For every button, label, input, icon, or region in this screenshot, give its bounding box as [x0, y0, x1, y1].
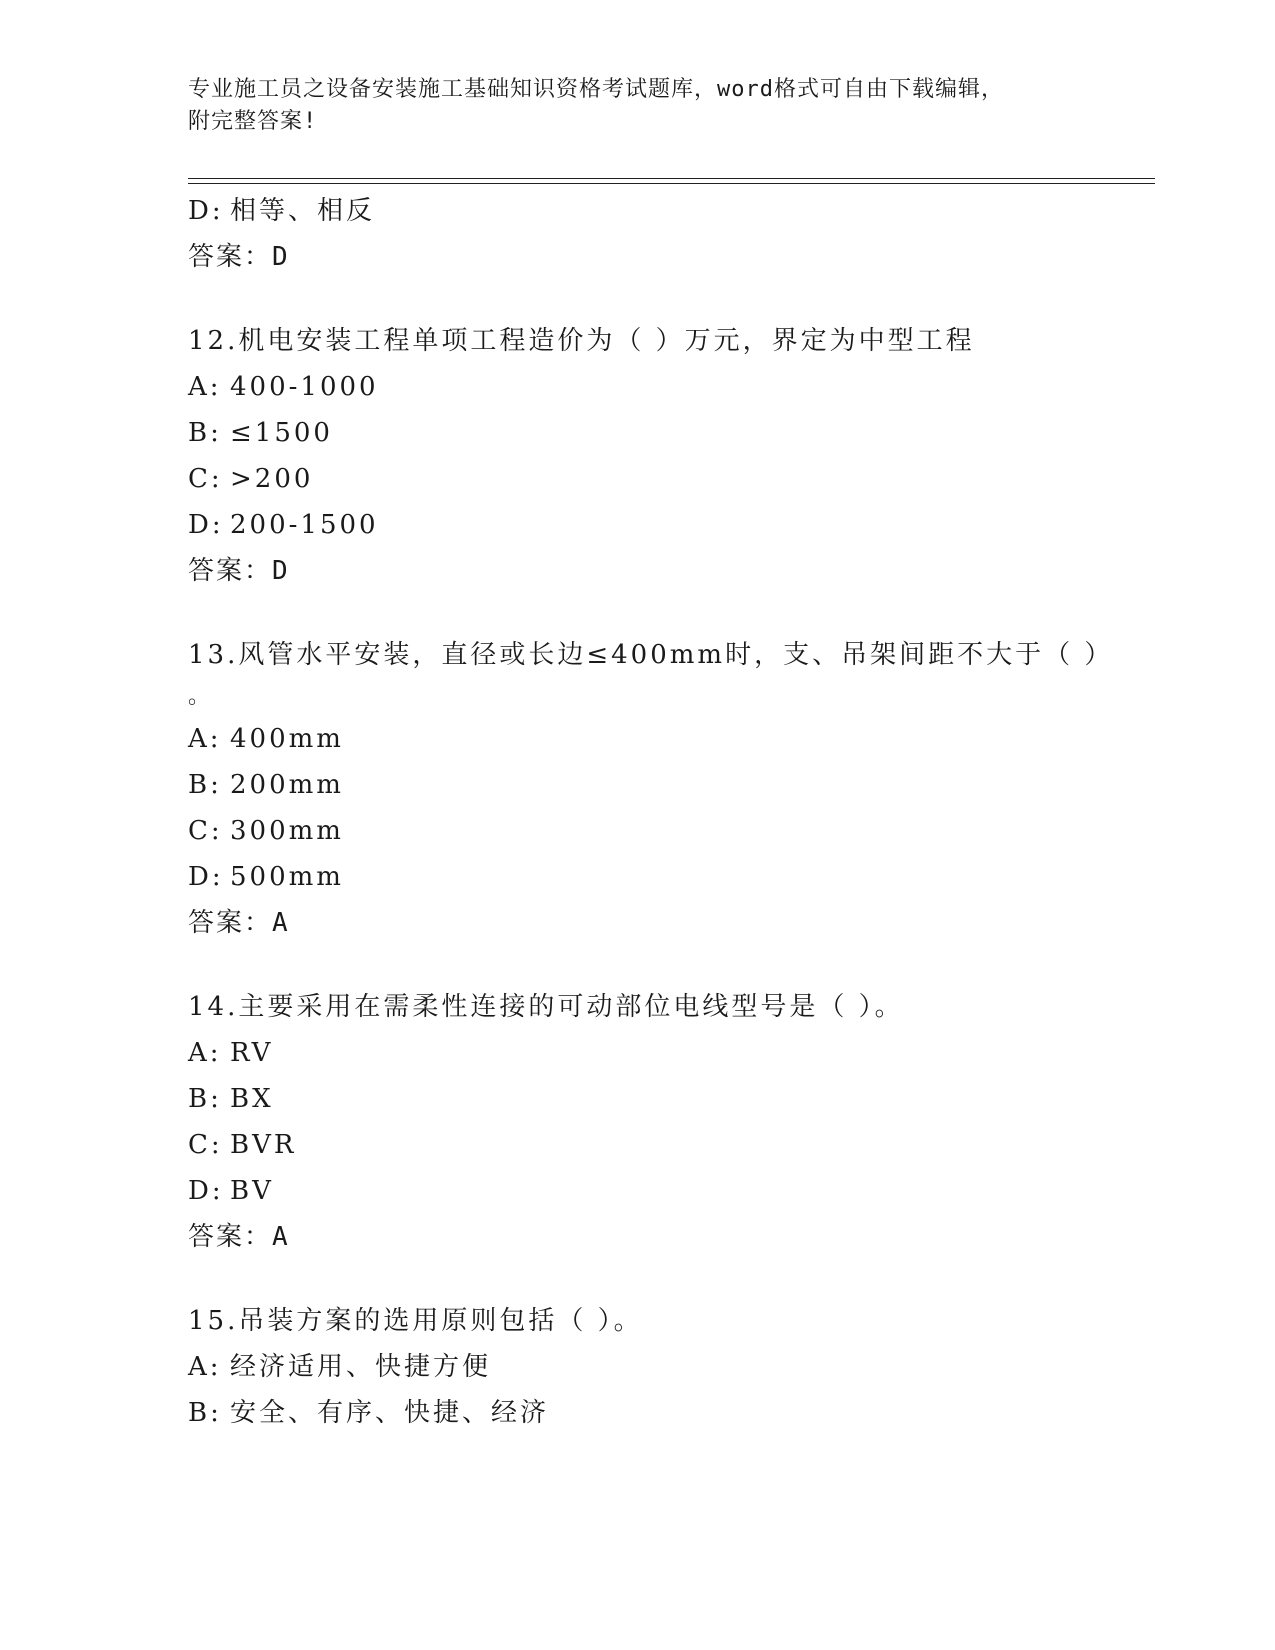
option-key: A:: [188, 1038, 222, 1068]
option-a: [188, 716, 1068, 762]
option-text: 300mm: [230, 816, 344, 846]
option-key: A:: [188, 1352, 222, 1382]
option-key: A:: [188, 724, 222, 754]
option-c: [188, 1122, 1068, 1168]
option-text: 经济适用、快捷方便: [230, 1352, 492, 1382]
header-rule-top: [188, 178, 1155, 179]
option-key: D:: [188, 1176, 224, 1206]
question-13: [188, 632, 1114, 946]
option-text: BX: [230, 1084, 274, 1114]
option-a: [188, 1344, 1068, 1390]
answer-line: 答案：A: [188, 908, 290, 938]
option-d: [188, 502, 1068, 548]
option-key: B:: [188, 1084, 222, 1114]
option-d: [188, 188, 1068, 234]
option-b: [188, 410, 1068, 456]
option-key: C:: [188, 1130, 223, 1160]
option-a: [188, 1030, 1068, 1076]
question-12: [188, 318, 1068, 594]
question-stem-continuation: 。: [188, 684, 211, 709]
option-text: 相等、相反: [230, 196, 376, 226]
option-text: ≤1500: [230, 418, 333, 448]
option-key: D:: [188, 862, 224, 892]
header-rule-bottom: [188, 183, 1155, 184]
option-b: [188, 762, 1068, 808]
question-list: [188, 188, 1114, 1436]
header-line-2: 附完整答案!: [188, 109, 318, 134]
question-14: [188, 984, 1068, 1260]
option-key: B:: [188, 1398, 222, 1428]
question-15: [188, 1298, 1068, 1436]
option-text: 安全、有序、快捷、经济: [230, 1398, 550, 1428]
answer-line: 答案：A: [188, 1222, 290, 1252]
answer-line: 答案：D: [188, 556, 290, 586]
option-d: [188, 854, 1068, 900]
option-c: [188, 808, 1068, 854]
option-key: A:: [188, 372, 222, 402]
option-key: C:: [188, 816, 223, 846]
option-key: B:: [188, 770, 222, 800]
option-text: BV: [230, 1176, 274, 1206]
question-stem: 14.主要采用在需柔性连接的可动部位电线型号是（ ）。: [188, 992, 904, 1022]
question-stem: 13.风管水平安装，直径或长边≤400mm时，支、吊架间距不大于（ ）: [188, 640, 1114, 670]
option-text: BVR: [230, 1130, 297, 1160]
option-text: >200: [230, 464, 314, 494]
option-b: [188, 1076, 1068, 1122]
option-key: C:: [188, 464, 223, 494]
option-key: D:: [188, 196, 224, 226]
question-stem: 15.吊装方案的选用原则包括（ ）。: [188, 1306, 643, 1336]
option-text: 400mm: [230, 724, 344, 754]
option-key: B:: [188, 418, 222, 448]
option-a: [188, 364, 1068, 410]
question-stem: 12.机电安装工程单项工程造价为（ ）万元，界定为中型工程: [188, 326, 975, 356]
header-line-1: 专业施工员之设备安装施工基础知识资格考试题库，word格式可自由下载编辑，: [188, 77, 1004, 102]
option-d: [188, 1168, 1068, 1214]
option-c: [188, 456, 1068, 502]
option-text: 500mm: [230, 862, 344, 892]
option-key: D:: [188, 510, 224, 540]
option-text: 200mm: [230, 770, 344, 800]
option-b: [188, 1390, 1068, 1436]
option-text: RV: [230, 1038, 274, 1068]
option-text: 200-1500: [230, 510, 379, 540]
option-text: 400-1000: [230, 372, 379, 402]
answer-line: 答案：D: [188, 242, 290, 272]
document-header: [188, 74, 1068, 138]
previous-question-tail: [188, 188, 1068, 280]
